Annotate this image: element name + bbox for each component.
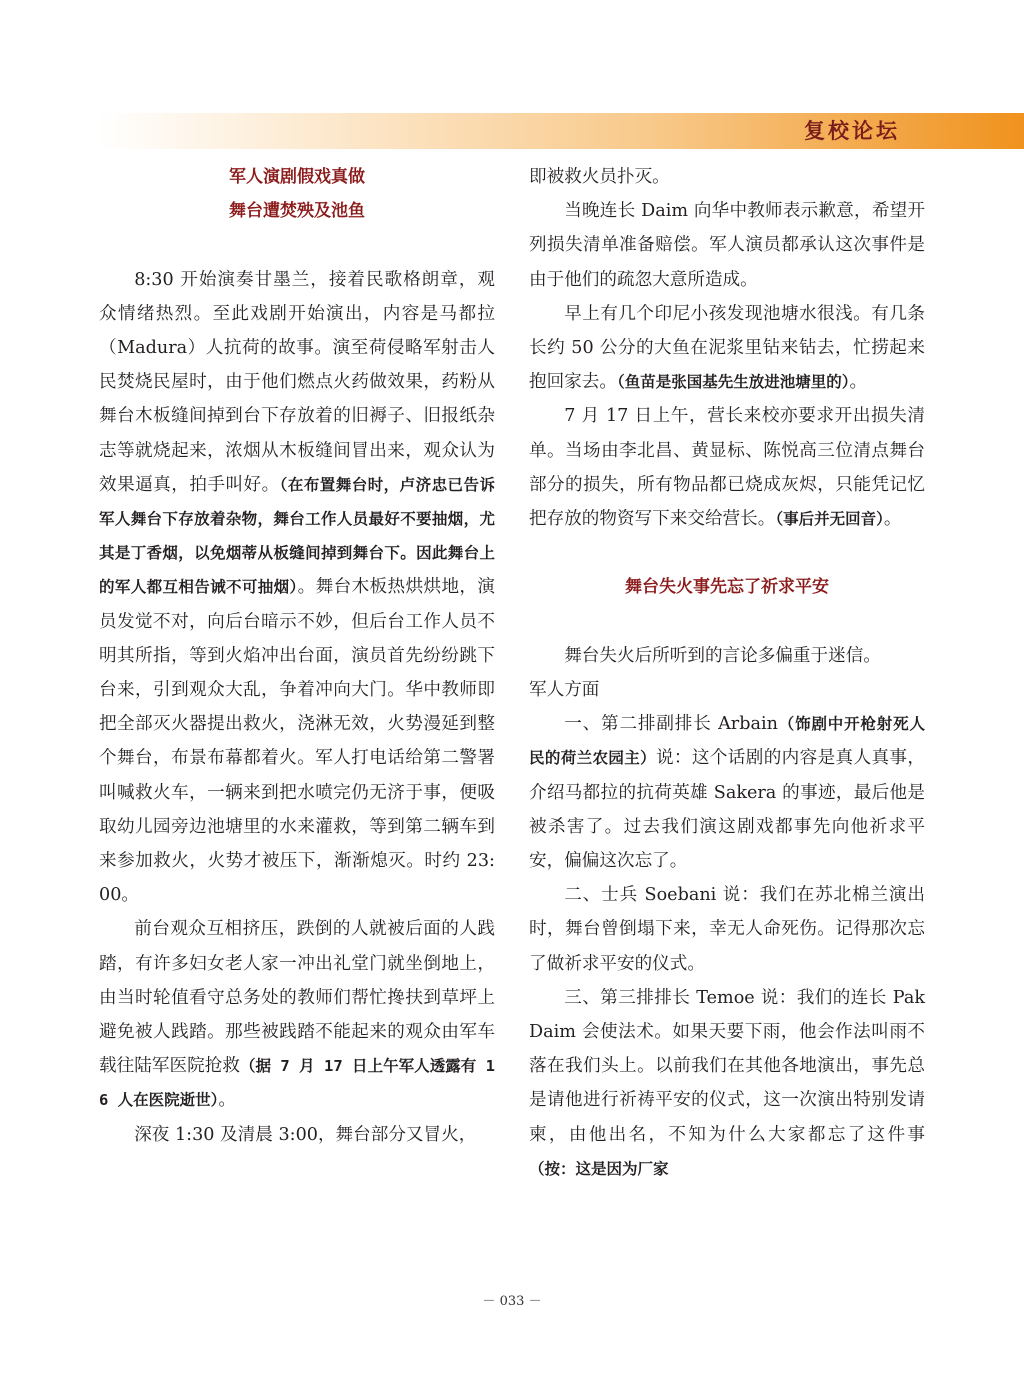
page-number: － 033 － [482,1294,542,1309]
paragraph-text: 二、士兵 Soebani 说：我们在苏北棉兰演出时，舞台曾倒塌下来，幸无人命死伤。记得那次忘了做祈求平安的仪式。 [529,885,925,974]
annotation-note: （据 7 月 17 日上午军人透露有 16 人在医院逝世） [99,1057,495,1110]
paragraph [529,160,925,194]
paragraph-text: 一、第二排副排长 Arbain [564,714,778,735]
section-title: 舞台失火事先忘了祈求平安 [625,577,829,598]
annotation-note: （鱼苗是张国基先生放进池塘里的） [616,373,850,392]
article-title-line1: 军人演剧假戏真做 [229,167,365,187]
header-title: 复校论坛 [804,118,900,143]
article-title-line2: 舞台遭焚殃及池鱼 [229,201,365,222]
paragraph [529,707,925,878]
paragraph-text: 。 [883,509,902,530]
paragraph [529,981,925,1186]
paragraph-text: 当晚连长 Daim 向华中教师表示歉意，希望开列损失清单准备赔偿。军人演员都承认这次事件是由于他们的疏忽大意所造成。 [529,201,925,290]
paragraph-text: 8:30 开始演奏甘墨兰，接着民歌格朗章，观众情绪热烈。至此戏剧开始演出，内容是马都拉（Madura）人抗荷的故事。演至荷侵略军射击人民焚烧民屋时，由于他们燃点火药做效果，药粉从舞台木板缝间掉到台下存放着的旧褥子、旧报纸杂志等就烧起来，浓烟从木板缝间冒出来，观众认为效果逼真，拍手叫好。 [99,269,495,495]
right-column [529,160,925,1186]
paragraph [99,1118,495,1152]
paragraph [529,639,925,673]
paragraph-text: 三、第三排排长 Temoe 说：我们的连长 Pak Daim 会使法术。如果天要下雨，他会作法叫雨不落在我们头上。以前我们在其他各地演出，事先总是请他进行祈祷平安的仪式，这一次演出特别发请柬，由他出名，不知为什么大家都忘了这件事 [529,987,925,1145]
paragraph [529,673,925,707]
paragraph [529,297,925,400]
header-band [98,113,1024,149]
paragraph [529,878,925,981]
paragraph [529,194,925,297]
annotation-note: （按：这是因为厂家 [529,1159,669,1178]
paragraph-text: 前台观众互相挤压，跌倒的人就被后面的人践踏，有许多妇女老人家一冲出礼堂门就坐倒地上，由当时轮值看守总务处的教师们帮忙搀扶到草坪上避免被人践踏。那些被践踏不能起来的观众由军车载往陆军医院抢救 [99,919,495,1077]
paragraph [99,263,495,913]
paragraph-text: 。 [218,1090,237,1111]
paragraph [529,399,925,536]
spacer [99,228,495,262]
left-column [99,160,495,1152]
spacer [529,536,925,570]
annotation-note: （饰剧中开枪射死人民的荷兰农园主） [529,715,925,768]
paragraph-text: 7 月 17 日上午，营长来校亦要求开出损失清单。当场由李北昌、黄显标、陈悦高三位清点舞台部分的损失，所有物品都已烧成灰烬，只能凭记忆把存放的物资写下来交给营长。 [529,406,925,530]
paragraph-text: 。 [849,372,868,393]
paragraph [99,912,495,1117]
annotation-note: （在布置舞台时，卢济忠已告诉军人舞台下存放着杂物，舞台工作人员最好不要抽烟，尤其是丁香烟，以免烟蒂从板缝间掉到舞台下。因此舞台上的军人都互相告诫不可抽烟） [99,475,495,597]
paragraph-text: 舞台失火后所听到的言论多偏重于迷信。 [564,645,881,666]
paragraph-text: 早上有几个印尼小孩发现池塘水很浅。有几条长约 50 公分的大鱼在泥浆里钻来钻去，忙捞起来抱回家去。 [529,303,925,393]
paragraph-text: 。舞台木板热烘烘地，演员发觉不对，向后台暗示不妙，但后台工作人员不明其所指，等到火焰冲出台面，演员首先纷纷跳下台来，引到观众大乱，争着冲向大门。华中教师即把全部灭火器提出救火，浇淋无效，火势漫延到整个舞台，布景布幕都着火。军人打电话给第二警署叫喊救火车，一辆来到把水喷完仍无济于事，便吸取幼儿园旁边池塘里的水来灌救，等到第二辆车到来参加救火，火势才被压下，渐渐熄灭。时约 23:00。 [99,577,495,906]
paragraph-text: 深夜 1:30 及清晨 3:00，舞台部分又冒火， [134,1124,477,1145]
annotation-note: （事后并无回音） [775,510,884,529]
paragraph-text: 即被救火员扑灭。 [529,167,670,187]
spacer [529,605,925,639]
paragraph-text: 军人方面 [529,680,600,701]
paragraph-text: 说：这个话剧的内容是真人真事，介绍马都拉的抗荷英雄 Sakera 的事迹，最后他是被杀害了。过去我们演这剧戏都事先向他祈求平安，偏偏这次忘了。 [529,748,925,872]
